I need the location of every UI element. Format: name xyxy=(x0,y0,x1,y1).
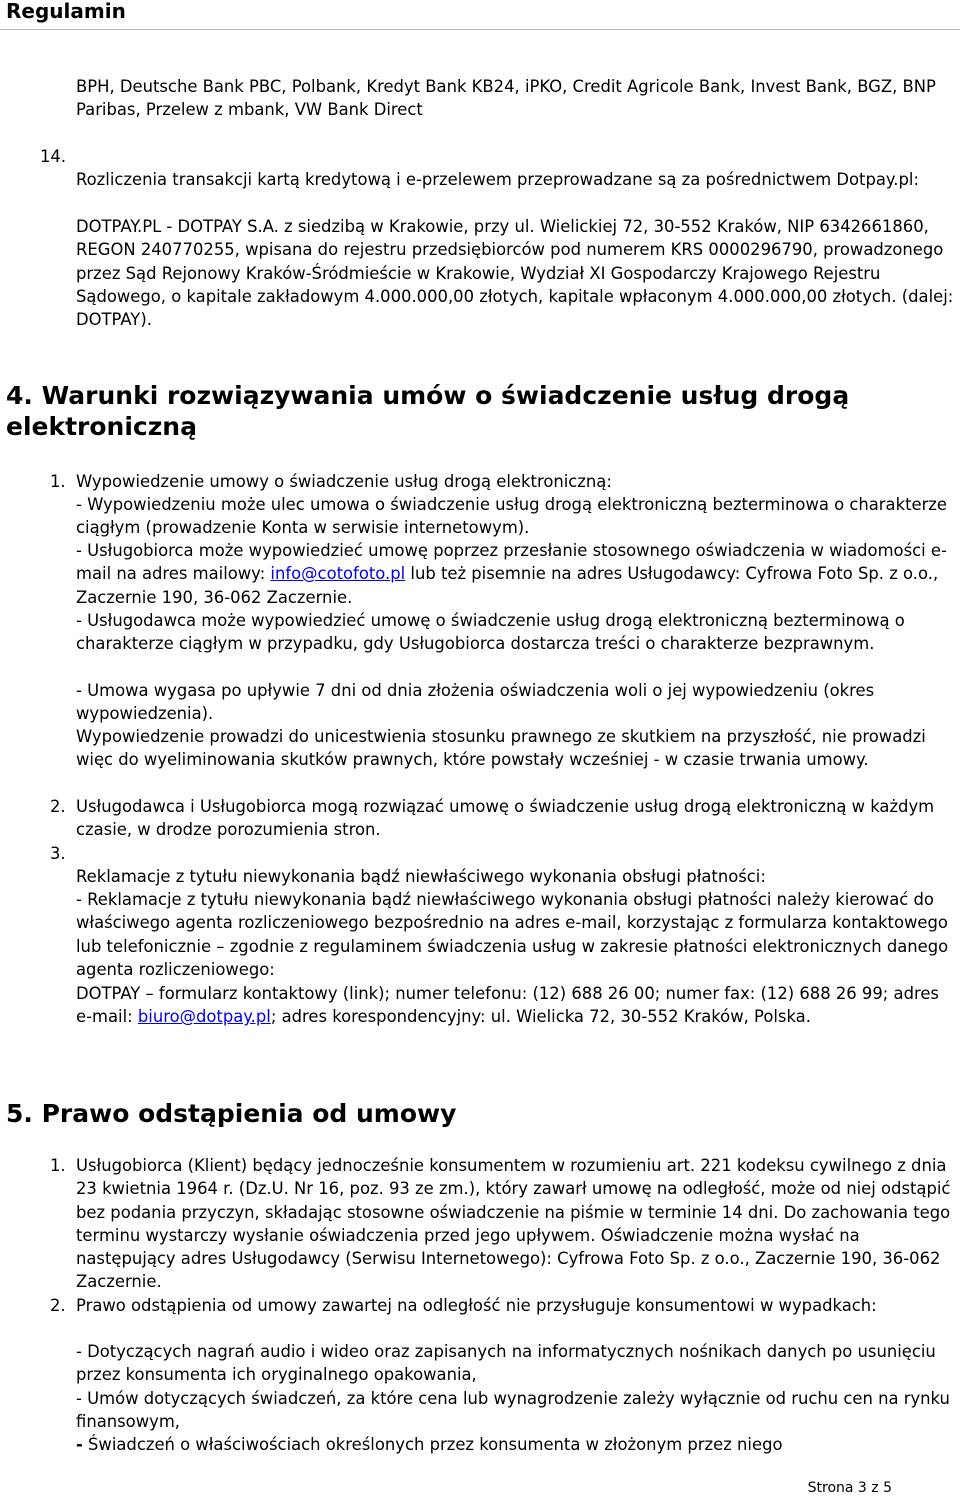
s5-item1-number: 1. xyxy=(50,1156,66,1175)
s5-item2-line3: - Umów dotyczących świadczeń, za które cena lub wynagrodzenie zależy wyłącznie od ruchu cen na rynku finansowym, xyxy=(76,1389,950,1432)
page-number: Strona 3 z 5 xyxy=(807,1480,892,1496)
s5-item2-number: 2. xyxy=(50,1296,66,1315)
s4-item3-number: 3. xyxy=(50,844,66,863)
item14-line1: Rozliczenia transakcji kartą kredytową i e-przelewem przeprowadzane są za pośrednictwem Dotpay.pl: xyxy=(76,170,919,189)
item14-line2: DOTPAY.PL - DOTPAY S.A. z siedzibą w Krakowie, przy ul. Wielickiej 72, 30-552 Kraków, NIP 6342661860, REGON 240770255, wpisana do rejestru przedsiębiorców pod numerem KRS 0000296790, prowadzonego przez Sąd Rejonowy Kraków-Śródmieście w Krakowie, Wydział XI Gospodarczy Krajowego Rejestru Sądowego, o kapitale zakładowym 4.000.000,00 złotych, kapitale wpłaconym 4.000.000,00 złotych. (dalej: DOTPAY). xyxy=(76,217,954,330)
page-title: Regulamin xyxy=(6,0,126,23)
s4-item1-line5: - Umowa wygasa po upływie 7 dni od dnia złożenia oświadczenia woli o jej wypowiedzeniu (okres wypowiedzenia). xyxy=(76,681,875,724)
s5-item2-line1: Prawo odstąpienia od umowy zawartej na odległość nie przysługuje konsumentowi w wypadkach: xyxy=(76,1296,877,1315)
title-divider xyxy=(0,29,960,30)
dotpay-email-link[interactable]: biuro@dotpay.pl xyxy=(137,1007,271,1027)
s4-item1-number: 1. xyxy=(50,472,66,491)
s4-item1-line4: - Usługodawca może wypowiedzieć umowę o świadczenie usług drogą elektroniczną bezterminową o charakterze ciągłym w przypadku, gdy Usługobiorca dostarcza treści o charakterze bezprawnym. xyxy=(76,611,905,654)
s4-item3-line2: - Reklamacje z tytułu niewykonania bądź niewłaściwego wykonania obsługi płatności należy kierować do właściwego agenta rozliczeniowego bezpośrednio na adres e-mail, korzystając z formularza kontaktowego lub telefonicznie – zgodnie z regulaminem świadczenia usług w zakresie płatności elektronicznych danego agenta rozliczeniowego: xyxy=(76,890,949,979)
s5-item1-text: Usługobiorca (Klient) będący jednocześnie konsumentem w rozumieniu art. 221 kodeksu cywilnego z dnia 23 kwietnia 1964 r. (Dz.U. Nr 16, poz. 93 ze zm.), który zawarł umowę na odległość, może od niej odstąpić bez podania przyczyn, składając stosowne oświadczenie na piśmie w terminie 14 dni. Do zachowania tego terminu wystarczy wysłanie oświadczenia przed jego upływem. Oświadczenie można wysłać na następujący adres Usługodawcy (Serwisu Internetowego): Cyfrowa Foto Sp. z o.o., Zaczernie 190, 36-062 Zaczernie. xyxy=(76,1156,951,1292)
section4-heading: 4. Warunki rozwiązywania umów o świadczenie usług drogą elektroniczną xyxy=(6,381,850,441)
s4-item2-number: 2. xyxy=(50,797,66,816)
s4-item2-text: Usługodawca i Usługobiorca mogą rozwiązać umowę o świadczenie usług drogą elektroniczną w każdym czasie, w drodze porozumienia stron. xyxy=(76,797,935,840)
info-email-link[interactable]: info@cotofoto.pl xyxy=(270,564,406,584)
s4-item3-line3: DOTPAY – formularz kontaktowy (link); numer telefonu: (12) 688 26 00; numer fax: (12) 688 26 99; adres e-mail: biuro@dotpay.pl; adres korespondencyjny: ul. Wielicka 72, 30-552 Kraków, Polska. xyxy=(76,984,939,1027)
s4-item1-line1: Wypowiedzenie umowy o świadczenie usług drogą elektroniczną: xyxy=(76,472,612,491)
s4-item1-line6: Wypowiedzenie prowadzi do unicestwienia stosunku prawnego ze skutkiem na przyszłość, nie prowadzi więc do wyeliminowania skutków prawnych, które powstały wcześniej - w czasie trwania umowy. xyxy=(76,727,926,770)
section5-heading: 5. Prawo odstąpienia od umowy xyxy=(6,1099,457,1128)
s4-item3-line1: Reklamacje z tytułu niewykonania bądź niewłaściwego wykonania obsługi płatności: xyxy=(76,867,766,886)
s4-item1-line2: - Wypowiedzeniu może ulec umowa o świadczenie usług drogą elektroniczną bezterminowa o charakterze ciągłym (prowadzenie Konta w serwisie internetowym). xyxy=(76,495,947,538)
item-number-14: 14. xyxy=(40,147,67,166)
s4-item1-line3: - Usługobiorca może wypowiedzieć umowę poprzez przesłanie stosownego oświadczenia w wiadomości e-mail na adres mailowy: info@cotofoto.pl lub też pisemnie na adres Usługodawcy: Cyfrowa Foto Sp. z o.o., Zaczernie 190, 36-062 Zaczernie. xyxy=(76,541,947,607)
s5-item2-line4: - Świadczeń o właściwościach określonych przez konsumenta w złożonym przez niego xyxy=(76,1435,783,1454)
banks-list: BPH, Deutsche Bank PBC, Polbank, Kredyt Bank KB24, iPKO, Credit Agricole Bank, Invest Bank, BGZ, BNP Paribas, Przelew z mbank, VW Bank Direct xyxy=(76,77,936,120)
s5-item2-line2: - Dotyczących nagrań audio i wideo oraz zapisanych na informatycznych nośnikach danych po usunięciu przez konsumenta ich oryginalnego opakowania, xyxy=(76,1342,936,1385)
